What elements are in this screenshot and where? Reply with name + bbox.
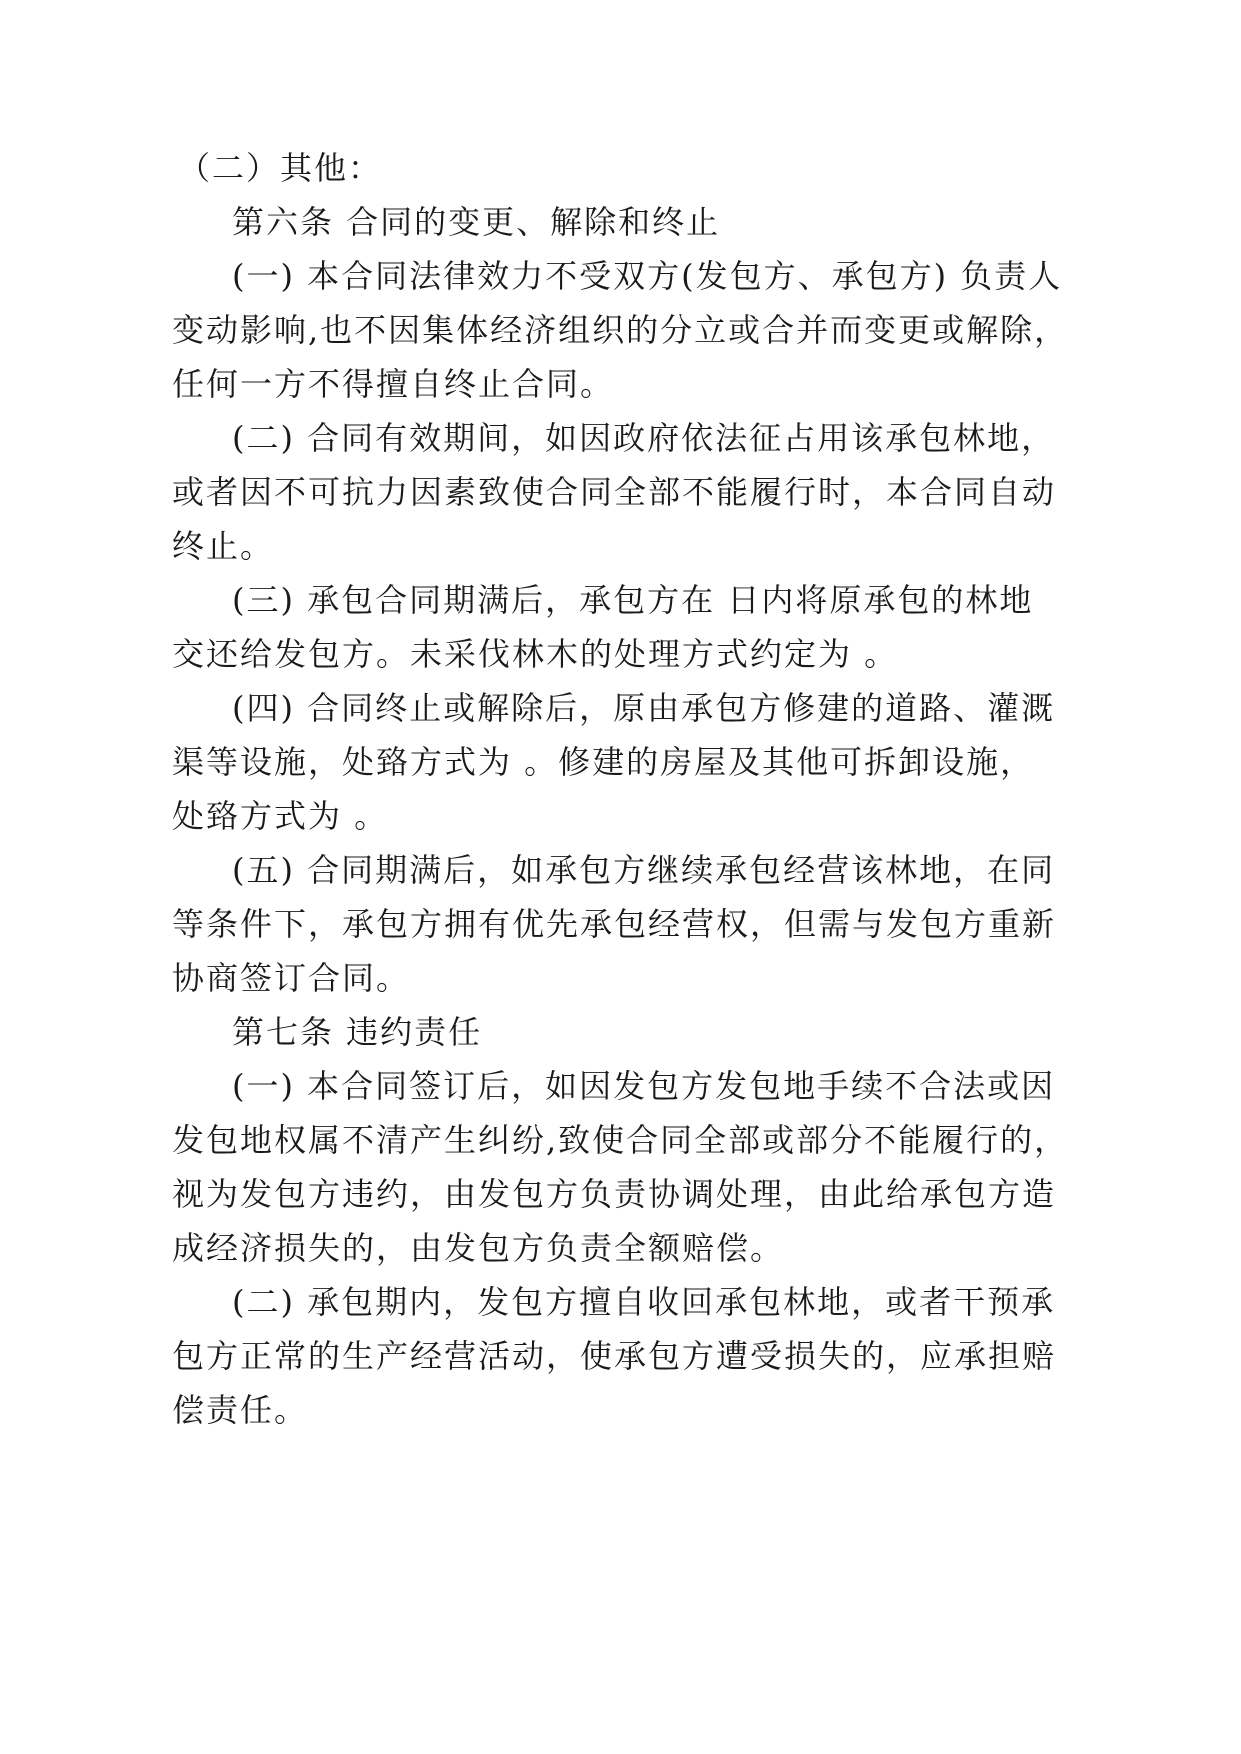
article-6-para-1-line-1: (一) 本合同法律效力不受双方(发包方、承包方) 负责人 [232, 257, 1063, 295]
article-6-para-4-line-3: 处臵方式为 。 [172, 797, 389, 835]
article-6-para-2-line-3: 终止。 [172, 527, 275, 565]
article-7-para-1-line-2: 发包地权属不清产生纠纷,致使合同全部或部分不能履行的， [172, 1121, 1069, 1159]
article-6-para-5-line-3: 协商签订合同。 [172, 959, 411, 997]
article-6-para-5-line-2: 等条件下，承包方拥有优先承包经营权，但需与发包方重新 [172, 905, 1057, 943]
article-6-para-5-line-1: (五) 合同期满后，如承包方继续承包经营该林地，在同 [232, 851, 1056, 889]
article-6-para-1-line-2: 变动影响,也不因集体经济组织的分立或合并而变更或解除， [172, 311, 1069, 349]
article-6-para-3-line-1: (三) 承包合同期满后，承包方在 日内将原承包的林地 [232, 581, 1034, 619]
article-7-para-2-line-1: (二) 承包期内，发包方擅自收回承包林地，或者干预承 [232, 1283, 1056, 1321]
article-7-para-2-line-2: 包方正常的生产经营活动，使承包方遭受损失的，应承担赔 [172, 1337, 1057, 1375]
article-7-para-1-line-3: 视为发包方违约，由发包方负责协调处理，由此给承包方造 [172, 1175, 1057, 1213]
article-6-para-1-line-3: 任何一方不得擅自终止合同。 [172, 365, 615, 403]
article-6-para-4-line-1: (四) 合同终止或解除后，原由承包方修建的道路、灌溉 [232, 689, 1056, 727]
article-6-para-2-line-1: (二) 合同有效期间，如因政府依法征占用该承包林地， [232, 419, 1056, 457]
article-7-para-1-line-4: 成经济损失的，由发包方负责全额赔偿。 [172, 1229, 785, 1267]
article-6-title: 第六条 合同的变更、解除和终止 [232, 203, 721, 241]
article-7-title: 第七条 违约责任 [232, 1013, 483, 1051]
clause-2-other-heading: （二）其他： [178, 149, 383, 187]
article-6-para-3-line-2: 交还给发包方。未采伐林木的处理方式约定为 。 [172, 635, 899, 673]
article-6-para-4-line-2: 渠等设施，处臵方式为 。修建的房屋及其他可拆卸设施， [172, 743, 1035, 781]
article-6-para-2-line-2: 或者因不可抗力因素致使合同全部不能履行时，本合同自动 [172, 473, 1057, 511]
article-7-para-1-line-1: (一) 本合同签订后，如因发包方发包地手续不合法或因 [232, 1067, 1056, 1105]
article-7-para-2-line-3: 偿责任。 [172, 1391, 309, 1429]
